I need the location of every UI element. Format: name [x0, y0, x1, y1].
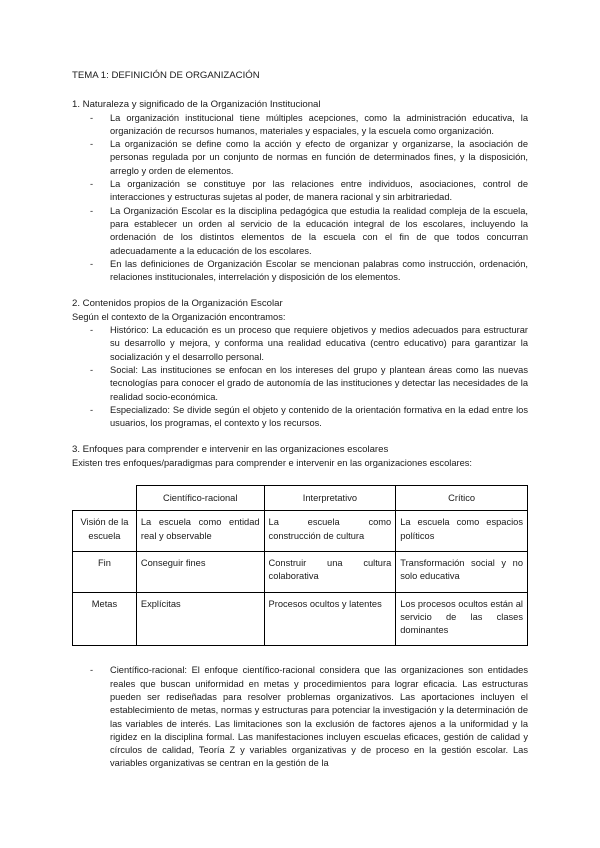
section-3-intro: Existen tres enfoques/paradigmas para comprender e intervenir en las organizaciones escolares: [72, 457, 472, 468]
list-item: - La organización institucional tiene múltiples acepciones, como la administración educativa, la organización de recursos humanos, materiales y espaciales, y la escuela como organización. [72, 112, 528, 139]
table-header-row [73, 486, 528, 511]
section-3 [72, 443, 528, 646]
table-cell: La escuela como espacios políticos [396, 511, 528, 552]
list-item: - Científico-racional: El enfoque científico-racional considera que las organizaciones son entidades reales que buscan uniformidad en metas y procedimientos para lograr eficacia. Las estructuras pueden ser rediseñadas para resolver problemas organizativos. Las aportaciones incluyen el establecimiento de metas, normas y estructuras para potenciar la investigación y la determinación de las variables de interés. Las limitaciones son la exclusión de factores ajenos a la uniformidad y la rigidez en la disciplina formal. Las manifestaciones incluyen escuelas eficaces, gestión de calidad y círculos de calidad, Teoría Z y variables organizativas y de proceso en la gestión escolar. Las variables organizativas se centran en la gestión de la [72, 664, 528, 770]
section-2 [72, 297, 528, 430]
section-2-heading: 2. Contenidos propios de la Organización Escolar [72, 298, 283, 310]
section-2-intro: Según el contexto de la Organización encontramos: [72, 311, 286, 322]
table-corner-cell [73, 486, 137, 511]
list-item: - La Organización Escolar es la disciplina pedagógica que estudia la realidad compleja de la escuela, para establecer un orden al servicio de la educación integral de los escolares, incluyendo la ordenación de los distintos elementos de la escuela con el fin de que todos concurran adecuadamente a la educación de los escolares. [72, 205, 528, 258]
list-item: - La organización se define como la acción y efecto de organizar y organizarse, la asociación de personas regulada por un conjunto de normas en función de determinados fines, y la disposición, arreglo y orden de elementos. [72, 138, 528, 178]
approaches-table [72, 485, 528, 646]
row-header: Fin [73, 551, 137, 592]
row-header: Metas [73, 592, 137, 646]
list-item: - Especializado: Se divide según el objeto y contenido de la orientación formativa en la edad entre los usuarios, los programas, el contexto y los recursos. [72, 404, 528, 431]
table-cell: Los procesos ocultos están al servicio de las clases dominantes [396, 592, 528, 646]
table-row [73, 511, 528, 552]
column-header: Científico-racional [136, 486, 264, 511]
table-cell: Transformación social y no solo educativa [396, 551, 528, 592]
column-header: Crítico [396, 486, 528, 511]
table-cell: La escuela como construcción de cultura [264, 511, 396, 552]
section-3-heading: 3. Enfoques para comprender e intervenir en las organizaciones escolares [72, 444, 389, 456]
table-row [73, 551, 528, 592]
section-1-heading: 1. Naturaleza y significado de la Organización Institucional [72, 99, 321, 111]
row-header: Visión de la escuela [73, 511, 137, 552]
table-cell: Construir una cultura colaborativa [264, 551, 396, 592]
list-item: - La organización se constituye por las relaciones entre individuos, asociaciones, control de interacciones y estructuras sujetas al poder, de manera racional y sin arbitrariedad. [72, 178, 528, 205]
table-cell: La escuela como entidad real y observable [136, 511, 264, 552]
document-title: TEMA 1: DEFINICIÓN DE ORGANIZACIÓN [72, 70, 260, 81]
table-cell: Explícitas [136, 592, 264, 646]
section-3-details-list [72, 664, 528, 770]
section-1 [72, 98, 528, 284]
list-item: - Social: Las instituciones se enfocan en los intereses del grupo y plantean áreas como las nuevas tecnologías para conocer el grado de autonomía de las instituciones y detectar las necesidades de la realidad socio-económica. [72, 364, 528, 404]
table-row [73, 592, 528, 646]
section-2-list [72, 324, 528, 430]
table-cell: Procesos ocultos y latentes [264, 592, 396, 646]
column-header: Interpretativo [264, 486, 396, 511]
section-3-details [72, 664, 528, 770]
section-1-list [72, 112, 528, 285]
table-cell: Conseguir fines [136, 551, 264, 592]
list-item: - Histórico: La educación es un proceso que requiere objetivos y medios adecuados para estructurar su desarrollo y mejora, y conforma una realidad educativa (centro educativo) para garantizar la socialización y el desarrollo personal. [72, 324, 528, 364]
list-item: - En las definiciones de Organización Escolar se mencionan palabras como instrucción, ordenación, relaciones institucionales, interrelación y disposición de los elementos. [72, 258, 528, 285]
